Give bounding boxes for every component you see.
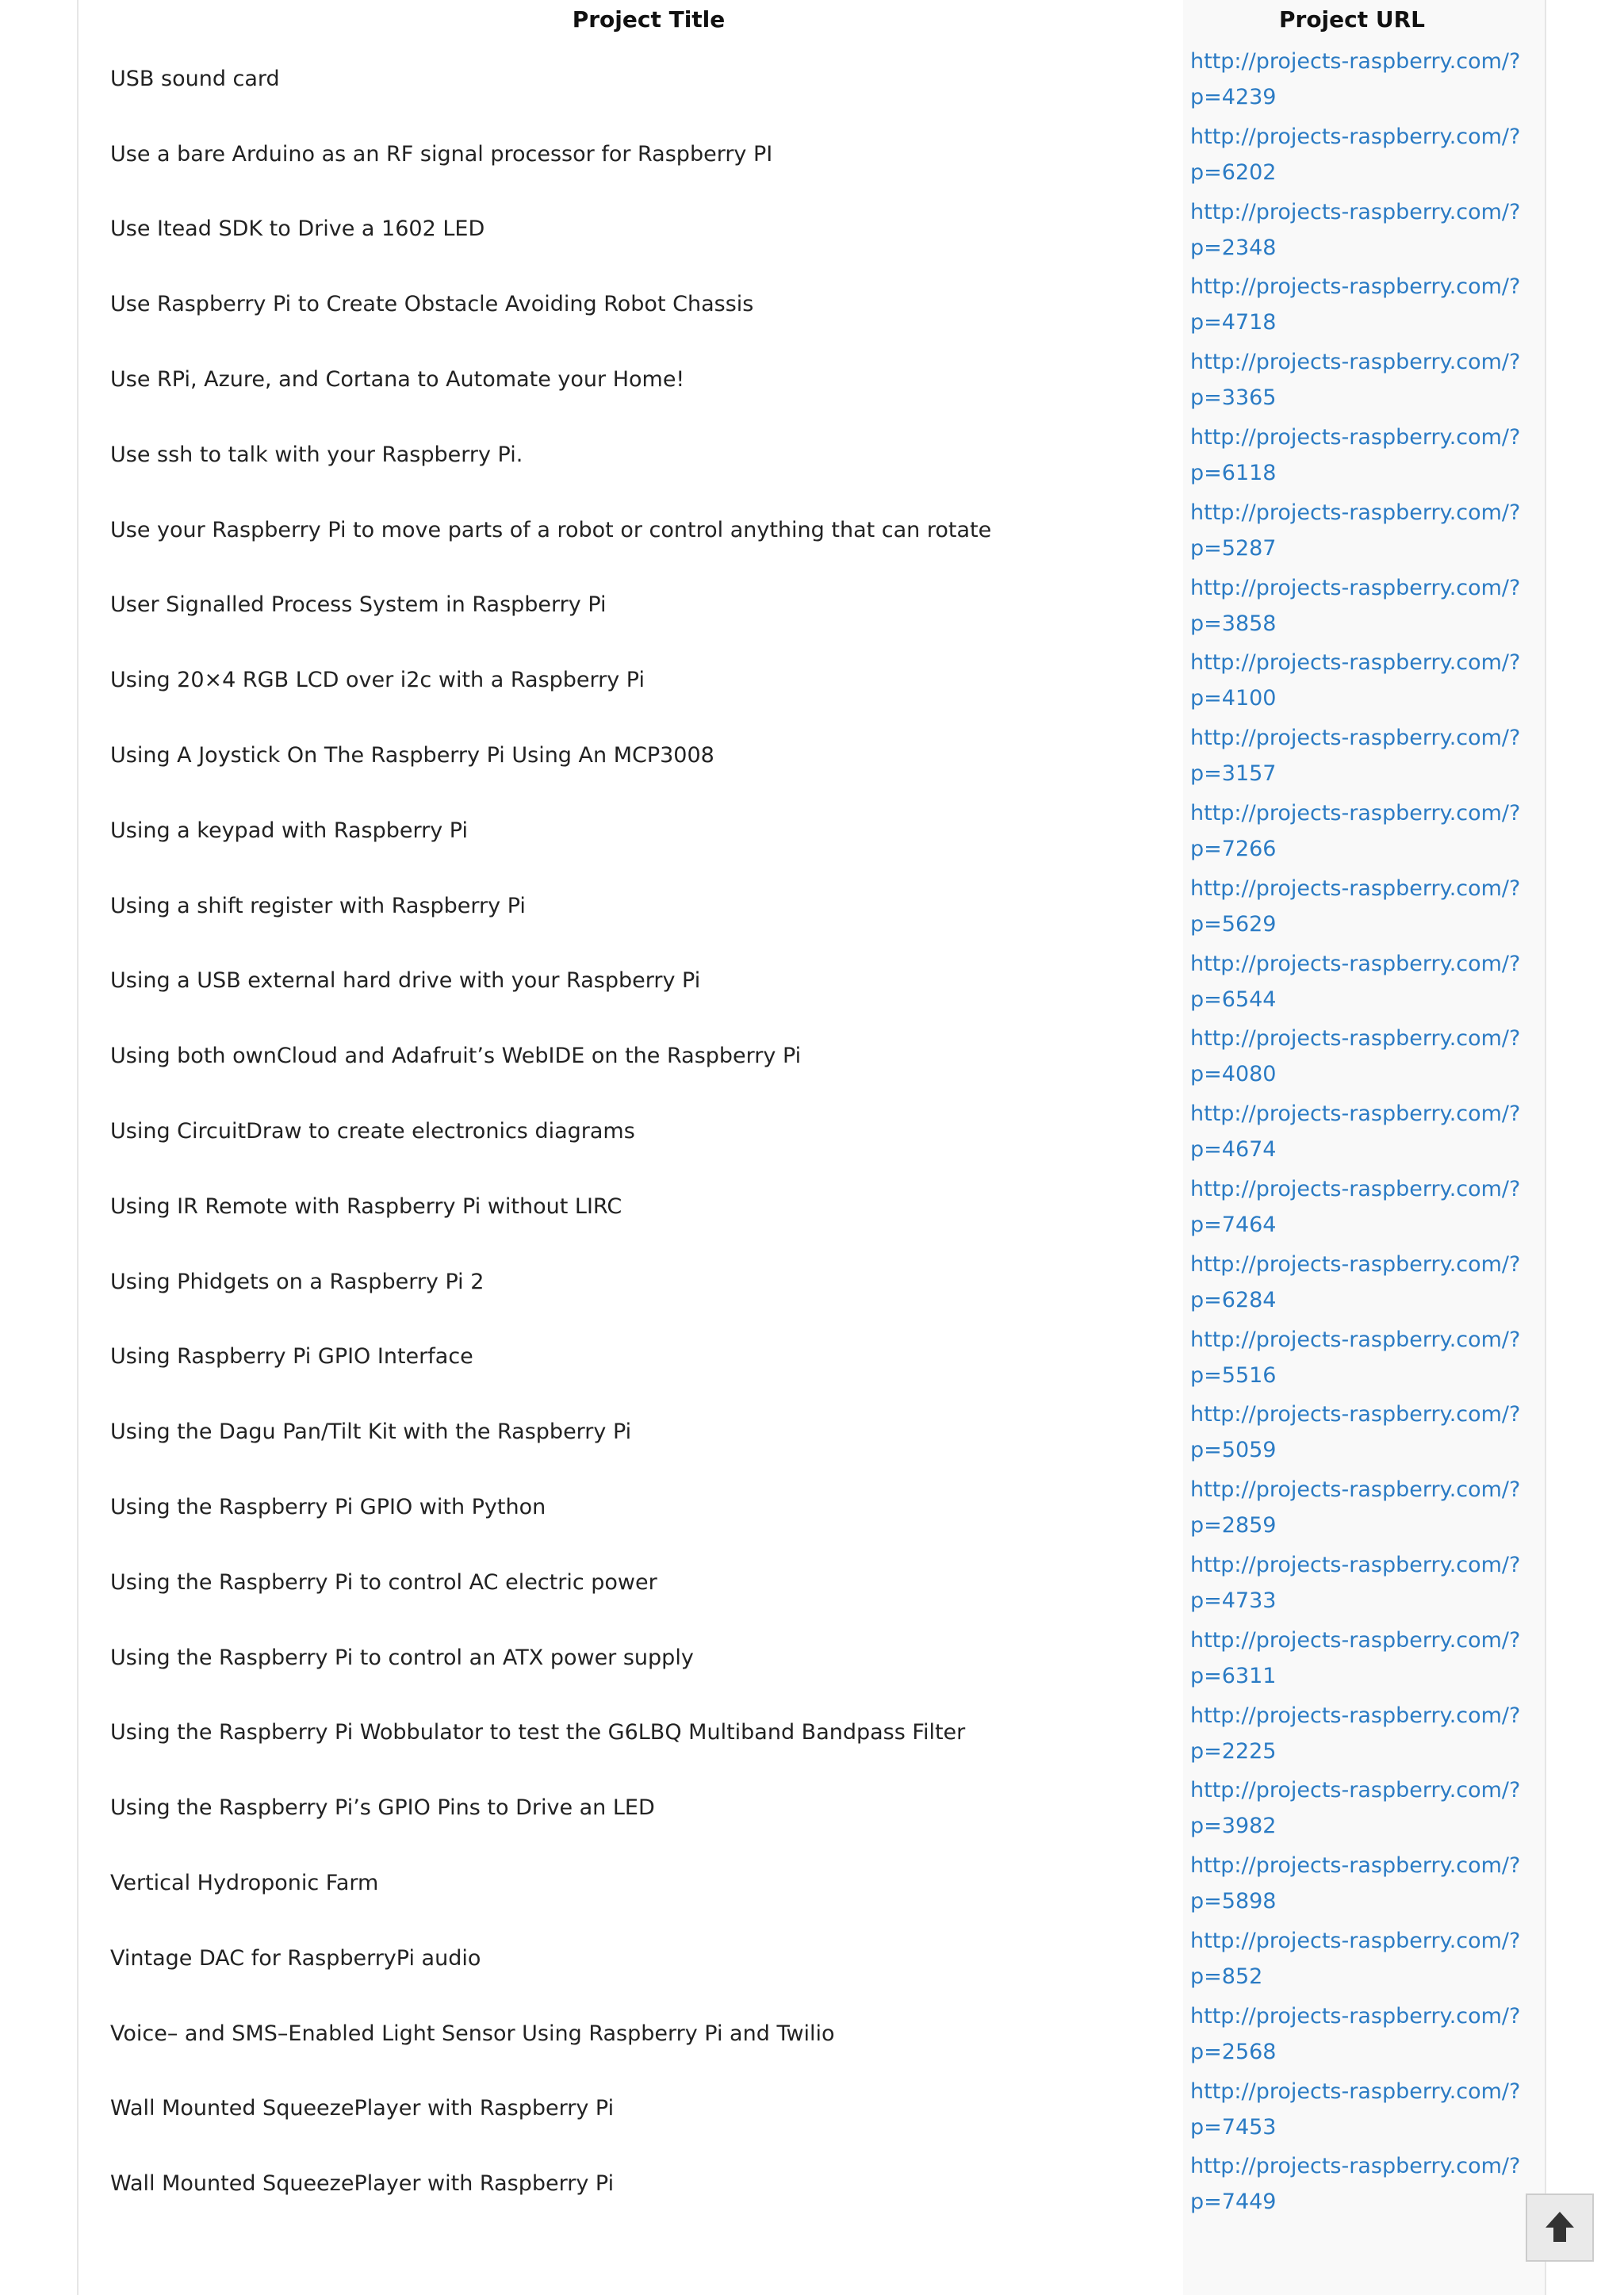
project-title-cell: Using a keypad with Raspberry Pi <box>110 818 468 843</box>
project-url-link[interactable]: http://projects-raspberry.com/?p=7464 <box>1190 1176 1521 1237</box>
project-title-cell: USB sound card <box>110 66 280 91</box>
project-title-cell: Use ssh to talk with your Raspberry Pi. <box>110 442 523 467</box>
project-url-link[interactable]: http://projects-raspberry.com/?p=7453 <box>1190 2079 1521 2140</box>
project-url-link[interactable]: http://projects-raspberry.com/?p=5516 <box>1190 1327 1521 1388</box>
project-url-link[interactable]: http://projects-raspberry.com/?p=2568 <box>1190 2003 1521 2064</box>
table-row <box>0 642 1624 718</box>
table-row <box>0 1545 1624 1620</box>
table-row <box>0 1845 1624 1921</box>
table-row <box>0 2146 1624 2221</box>
project-title-cell: Using the Raspberry Pi to control AC electric power <box>110 1569 657 1595</box>
project-title-cell: Using CircuitDraw to create electronics diagrams <box>110 1119 635 1144</box>
project-title-cell: Using a USB external hard drive with your Raspberry Pi <box>110 968 701 994</box>
project-url-link[interactable]: http://projects-raspberry.com/?p=4080 <box>1190 1026 1521 1087</box>
table-row <box>0 266 1624 342</box>
table-row <box>0 1094 1624 1169</box>
project-url-link[interactable]: http://projects-raspberry.com/?p=5629 <box>1190 875 1521 937</box>
project-url-link[interactable]: http://projects-raspberry.com/?p=3858 <box>1190 575 1521 636</box>
table-row <box>0 1394 1624 1469</box>
project-url-link[interactable]: http://projects-raspberry.com/?p=3365 <box>1190 350 1521 411</box>
project-title-cell: Using Phidgets on a Raspberry Pi 2 <box>110 1269 485 1294</box>
project-title-cell: Using A Joystick On The Raspberry Pi Using An MCP3008 <box>110 743 714 768</box>
table-row <box>0 2071 1624 2147</box>
table-row <box>0 41 1624 117</box>
header-project-url: Project URL <box>1278 6 1426 33</box>
project-title-cell: Use Raspberry Pi to Create Obstacle Avoiding Robot Chassis <box>110 292 754 317</box>
project-url-link[interactable]: http://projects-raspberry.com/?p=3157 <box>1190 726 1521 787</box>
table-row <box>0 793 1624 868</box>
project-url-link[interactable]: http://projects-raspberry.com/?p=6544 <box>1190 951 1521 1012</box>
table-row <box>0 192 1624 267</box>
table-row <box>0 868 1624 944</box>
project-title-cell: Using both ownCloud and Adafruit’s WebIDE on the Raspberry Pi <box>110 1044 802 1069</box>
table-row <box>0 1469 1624 1545</box>
project-title-cell: Wall Mounted SqueezePlayer with Raspberry Pi <box>110 2171 615 2197</box>
project-title-cell: Vertical Hydroponic Farm <box>110 1871 379 1896</box>
project-title-cell: Using the Dagu Pan/Tilt Kit with the Raspberry Pi <box>110 1420 632 1445</box>
project-title-cell: Wall Mounted SqueezePlayer with Raspberry Pi <box>110 2096 615 2121</box>
project-url-link[interactable]: http://projects-raspberry.com/?p=3982 <box>1190 1778 1521 1839</box>
table-row <box>0 1770 1624 1845</box>
project-url-link[interactable]: http://projects-raspberry.com/?p=2859 <box>1190 1477 1521 1538</box>
project-url-link[interactable]: http://projects-raspberry.com/?p=6118 <box>1190 424 1521 485</box>
project-title-cell: Using a shift register with Raspberry Pi <box>110 893 526 918</box>
table-row <box>0 1695 1624 1771</box>
table-row <box>0 1018 1624 1094</box>
project-url-link[interactable]: http://projects-raspberry.com/?p=6202 <box>1190 124 1521 185</box>
project-url-link[interactable]: http://projects-raspberry.com/?p=4100 <box>1190 650 1521 711</box>
project-title-cell: Using the Raspberry Pi Wobbulator to test the G6LBQ Multiband Bandpass Filter <box>110 1720 966 1745</box>
table-row <box>0 1244 1624 1320</box>
project-url-link[interactable]: http://projects-raspberry.com/?p=5898 <box>1190 1853 1521 1914</box>
project-url-link[interactable]: http://projects-raspberry.com/?p=852 <box>1190 1928 1521 1989</box>
table-row <box>0 1169 1624 1244</box>
project-url-link[interactable]: http://projects-raspberry.com/?p=6311 <box>1190 1627 1521 1688</box>
table-row <box>0 944 1624 1019</box>
table-row <box>0 718 1624 793</box>
project-title-cell: Using the Raspberry Pi GPIO with Python <box>110 1495 546 1520</box>
project-title-cell: Use RPi, Azure, and Cortana to Automate your Home! <box>110 367 685 393</box>
table-row <box>0 568 1624 643</box>
table-row <box>0 417 1624 492</box>
project-title-cell: Use your Raspberry Pi to move parts of a robot or control anything that can rotate <box>110 517 992 542</box>
project-title-cell: Vintage DAC for RaspberryPi audio <box>110 1945 481 1971</box>
project-title-cell: User Signalled Process System in Raspberry Pi <box>110 592 607 618</box>
arrow-up-icon <box>1544 2210 1576 2245</box>
table-header <box>0 0 1624 41</box>
project-title-cell: Using Raspberry Pi GPIO Interface <box>110 1344 473 1370</box>
project-title-cell: Voice– and SMS–Enabled Light Sensor Using Raspberry Pi and Twilio <box>110 2021 835 2046</box>
table-row <box>0 1620 1624 1695</box>
project-url-link[interactable]: http://projects-raspberry.com/?p=7449 <box>1190 2154 1521 2215</box>
project-url-link[interactable]: http://projects-raspberry.com/?p=6284 <box>1190 1251 1521 1312</box>
project-url-link[interactable]: http://projects-raspberry.com/?p=5287 <box>1190 500 1521 561</box>
table-row <box>0 1921 1624 1996</box>
scroll-to-top-button[interactable] <box>1526 2193 1594 2262</box>
project-title-cell: Using the Raspberry Pi’s GPIO Pins to Drive an LED <box>110 1795 655 1821</box>
project-title-cell: Using IR Remote with Raspberry Pi without LIRC <box>110 1193 622 1219</box>
header-project-title: Project Title <box>572 6 726 33</box>
project-url-link[interactable]: http://projects-raspberry.com/?p=7266 <box>1190 800 1521 861</box>
project-url-link[interactable]: http://projects-raspberry.com/?p=2348 <box>1190 199 1521 260</box>
project-title-cell: Use a bare Arduino as an RF signal processor for Raspberry PI <box>110 141 773 167</box>
project-url-link[interactable]: http://projects-raspberry.com/?p=4674 <box>1190 1102 1521 1163</box>
project-title-cell: Using 20×4 RGB LCD over i2c with a Raspberry Pi <box>110 668 645 693</box>
project-url-link[interactable]: http://projects-raspberry.com/?p=2225 <box>1190 1703 1521 1764</box>
project-title-cell: Using the Raspberry Pi to control an ATX power supply <box>110 1645 694 1670</box>
project-url-link[interactable]: http://projects-raspberry.com/?p=4239 <box>1190 49 1521 109</box>
table-row <box>0 342 1624 417</box>
table-row <box>0 1320 1624 1395</box>
table-row <box>0 492 1624 568</box>
table-row <box>0 117 1624 192</box>
project-title-cell: Use Itead SDK to Drive a 1602 LED <box>110 216 485 242</box>
project-url-link[interactable]: http://projects-raspberry.com/?p=4718 <box>1190 274 1521 335</box>
project-url-link[interactable]: http://projects-raspberry.com/?p=4733 <box>1190 1552 1521 1613</box>
table-row <box>0 1996 1624 2071</box>
project-url-link[interactable]: http://projects-raspberry.com/?p=5059 <box>1190 1402 1521 1463</box>
project-table-body <box>0 41 1624 2221</box>
